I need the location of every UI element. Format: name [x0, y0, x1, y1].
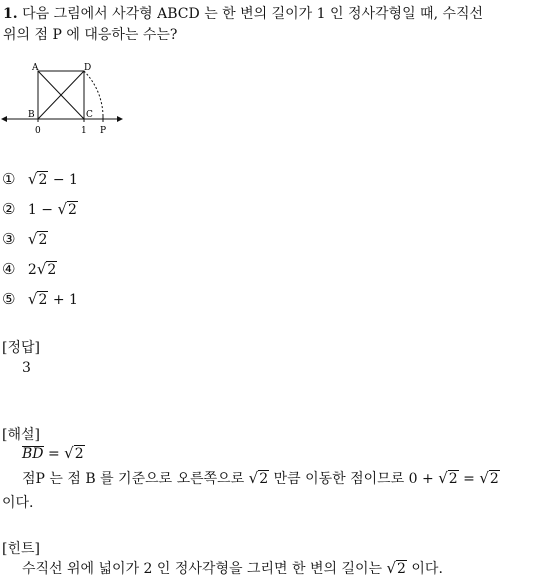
explanation-line-3: 이다. — [2, 495, 34, 511]
choice-5-sqrt — [28, 290, 48, 308]
label-c: C — [86, 110, 93, 120]
choice-1-sqrt — [28, 170, 48, 188]
explanation-line-1 — [22, 444, 85, 462]
label-d: D — [84, 63, 92, 73]
answer-value: 3 — [22, 360, 31, 376]
radicand: 2 — [489, 471, 499, 487]
label-p: P — [100, 126, 107, 136]
explanation-text-a: 점P 는 점 B 를 기준으로 오른쪽으로 — [22, 471, 249, 487]
sqrt-sign: √ — [248, 469, 259, 487]
explanation-sqrt-2 — [249, 469, 269, 487]
sqrt-sign: √ — [27, 230, 38, 248]
explanation-sqrt-3 — [438, 469, 458, 487]
answer-label: [정답] — [2, 340, 40, 356]
choice-2-pre: 1 − — [27, 202, 58, 218]
explanation-text-c: = — [458, 471, 480, 487]
choice-4-pre: 2 — [27, 262, 37, 278]
radicand: 2 — [38, 292, 48, 308]
radicand: 2 — [47, 262, 57, 278]
choice-4-mark: ④ — [2, 260, 16, 278]
choice-3-mark: ③ — [2, 230, 16, 248]
radicand: 2 — [259, 471, 269, 487]
label-a: A — [32, 63, 39, 73]
label-zero: 0 — [35, 126, 41, 136]
sqrt-sign: √ — [27, 290, 38, 308]
question-number: 1. — [3, 6, 18, 22]
sqrt-sign: √ — [27, 170, 38, 188]
choice-5-post: + 1 — [52, 292, 78, 308]
radicand: 2 — [74, 446, 84, 462]
square-numberline-figure — [0, 60, 130, 140]
explanation-label: [해설] — [2, 427, 40, 443]
radicand: 2 — [38, 172, 48, 188]
choice-3-sqrt — [28, 230, 48, 248]
question-line-2: 위의 점 P 에 대응하는 수는? — [3, 27, 178, 43]
choice-5-mark: ⑤ — [2, 290, 16, 308]
hint-label: [힌트] — [2, 541, 40, 557]
choice-1[interactable] — [2, 170, 78, 188]
hint-text-b: 이다. — [406, 561, 443, 577]
explanation-text-b: 만큼 이동한 점이므로 0 + — [269, 471, 439, 487]
label-b: B — [28, 110, 35, 120]
explanation-line-2 — [22, 468, 500, 488]
choice-2-mark: ② — [2, 200, 16, 218]
choice-3[interactable] — [2, 230, 48, 248]
right-arrow — [117, 116, 123, 122]
choice-2[interactable] — [2, 200, 78, 218]
label-one: 1 — [81, 126, 87, 136]
explanation-sqrt-4 — [479, 469, 499, 487]
sqrt-sign: √ — [386, 559, 397, 577]
left-arrow — [1, 116, 7, 122]
radicand: 2 — [397, 561, 406, 577]
radicand: 2 — [448, 471, 458, 487]
question-text-1: 다음 그림에서 사각형 ABCD 는 한 변의 길이가 1 인 정사각형일 때, 수직선 — [22, 6, 484, 22]
choice-4[interactable] — [2, 260, 57, 278]
explanation-sqrt-1 — [64, 444, 84, 462]
choice-1-post: − 1 — [52, 172, 78, 188]
hint-text-a: 수직선 위에 넓이가 2 인 정사각형을 그리면 한 변의 길이는 — [22, 561, 387, 577]
radicand: 2 — [68, 202, 77, 218]
hint-sqrt — [386, 559, 406, 577]
sqrt-sign: √ — [479, 469, 489, 487]
radicand: 2 — [38, 232, 48, 248]
choice-5[interactable] — [2, 290, 78, 308]
hint-line — [22, 558, 443, 578]
sqrt-sign: √ — [438, 469, 448, 487]
choice-1-mark: ① — [2, 170, 16, 188]
sqrt-sign: √ — [36, 260, 47, 278]
segment-bd: BD — [22, 446, 44, 462]
choice-4-sqrt — [37, 260, 57, 278]
sqrt-sign: √ — [64, 444, 74, 462]
sqrt-sign: √ — [57, 200, 68, 218]
choice-2-sqrt — [57, 200, 77, 218]
question-line-1 — [3, 3, 483, 23]
equals: = — [43, 446, 65, 462]
